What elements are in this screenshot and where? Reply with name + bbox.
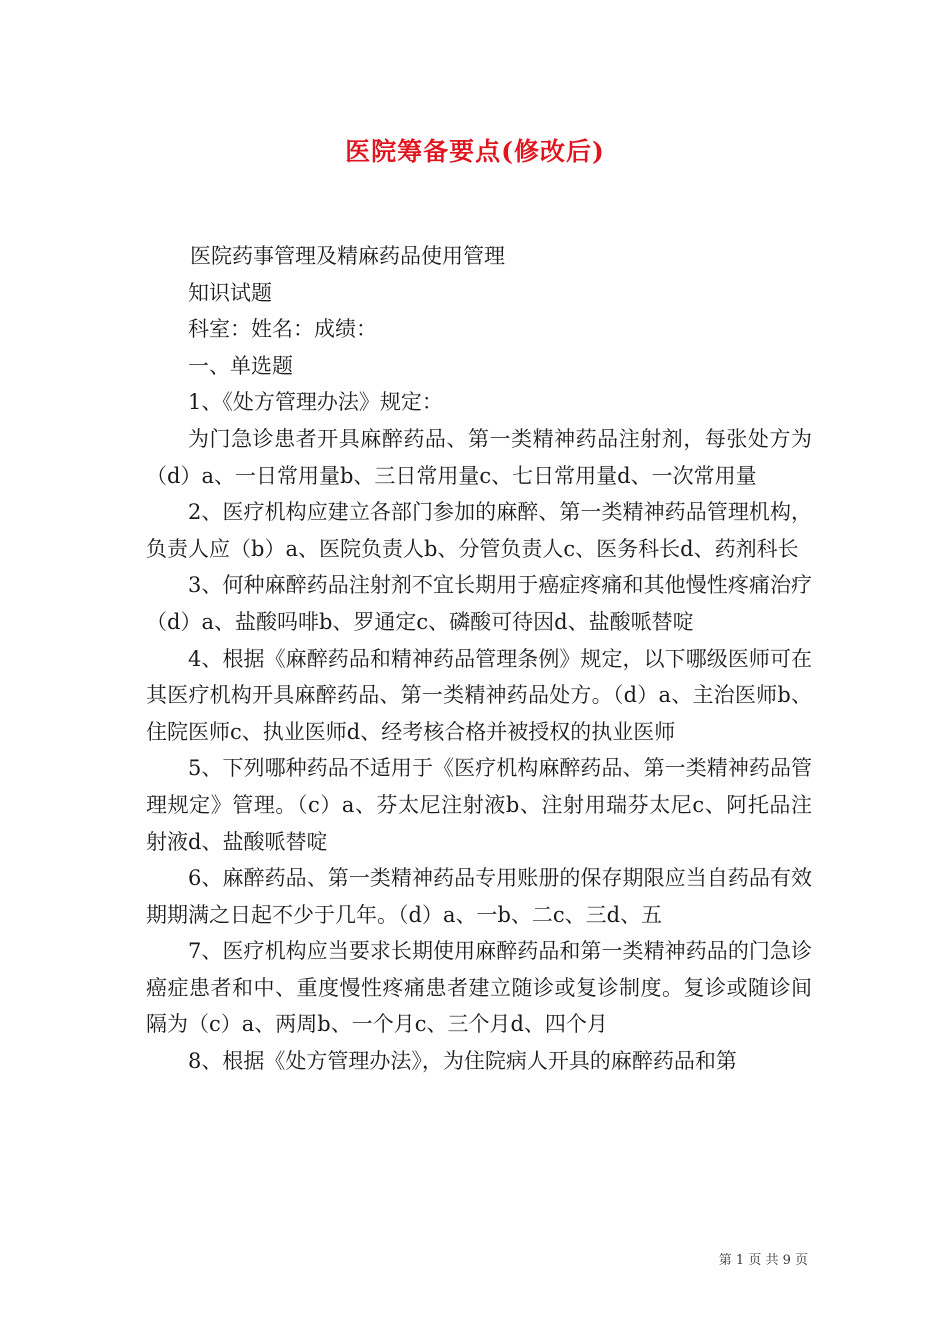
paragraph-question-1: 为门急诊患者开具麻醉药品、第一类精神药品注射剂，每张处方为（d）a、一日常用量b、三日常用量c、七日常用量d、一次常用量: [146, 426, 812, 488]
paragraph-question-7: 7、医疗机构应当要求长期使用麻醉药品和第一类精神药品的门急诊癌症患者和中、重度慢性疼痛患者建立随诊或复诊制度。复诊或随诊间隔为（c）a、两周b、一个月c、三个月d、四个月: [146, 939, 812, 1037]
paragraph-question-8: 8、根据《处方管理办法》，为住院病人开具的麻醉药品和第: [188, 1049, 737, 1074]
paragraph-question-2: 2、医疗机构应建立各部门参加的麻醉、第一类精神药品管理机构，负责人应（b）a、医院负责人b、分管负责人c、医务科长d、药剂科长: [146, 500, 812, 561]
paragraph-subheading: 知识试题: [188, 280, 272, 305]
paragraph-question-4: 4、根据《麻醉药品和精神药品管理条例》规定，以下哪级医师可在其医疗机构开具麻醉药品、第一类精神药品处方。（d）a、主治医师b、住院医师c、执业医师d、经考核合格并被授权的执业医师: [146, 646, 812, 744]
paragraph-heading: 医院药事管理及精麻药品使用管理: [190, 244, 505, 268]
paragraph-question-5: 5、下列哪种药品不适用于《医疗机构麻醉药品、第一类精神药品管理规定》管理。（c）a、芬太尼注射液b、注射用瑞芬太尼c、阿托品注射液d、盐酸哌替啶: [146, 756, 812, 854]
paragraph-question-6: 6、麻醉药品、第一类精神药品专用账册的保存期限应当自药品有效期期满之日起不少于几年。（d）a、一b、二c、三d、五: [146, 866, 812, 927]
page-number: 第 1 页 共 9 页: [718, 1253, 808, 1268]
paragraph-section-heading: 一、单选题: [188, 353, 293, 378]
document-body: [146, 238, 812, 1080]
paragraph-info-fields: 科室：姓名：成绩：: [188, 317, 377, 342]
paragraph-question-1-intro: 1、《处方管理办法》规定：: [188, 390, 443, 415]
paragraph-question-3: 3、何种麻醉药品注射剂不宜长期用于癌症疼痛和其他慢性疼痛治疗（d）a、盐酸吗啡b、罗通定c、磷酸可待因d、盐酸哌替啶: [146, 573, 812, 634]
document-title: 医院筹备要点(修改后): [345, 137, 605, 166]
